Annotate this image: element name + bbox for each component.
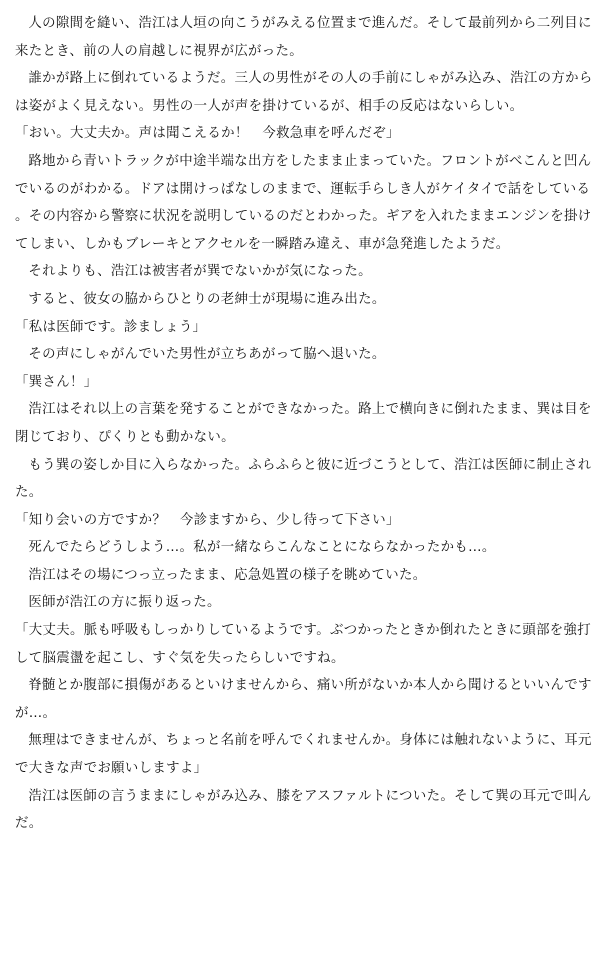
paragraph: 誰かが路上に倒れているようだ。三人の男性がその人の手前にしゃがみ込み、浩江の方からは姿がよく見えない。男性の一人が声を掛けているが、相手の反応はないらしい。 [15,71,593,114]
paragraph: もう巽の姿しか目に入らなかった。ふらふらと彼に近づこうとして、浩江は医師に制止された。 [15,457,592,501]
paragraph: 死んでたらどうしよう…。私が一緒ならこんなことにならなかったかも…。 [28,540,496,556]
dialogue-line: 「おい。大丈夫か。声は聞こえるか！ 今救急車を呼んだぞ」 [15,126,400,142]
paragraph: 浩江は医師の言うままにしゃがみ込み、膝をアスファルトについた。そして巽の耳元で叫んだ。 [15,788,592,832]
paragraph: その声にしゃがんでいた男性が立ちあがって脇へ退いた。 [28,347,386,363]
paragraph: 医師が浩江の方に振り返った。 [28,595,221,611]
paragraph: 浩江はその場につっ立ったまま、応急処置の様子を眺めていた。 [28,567,427,583]
paragraph: すると、彼女の脇からひとりの老紳士が現場に進み出た。 [28,291,386,307]
paragraph: それよりも、浩江は被害者が巽でないかが気になった。 [28,264,372,280]
paragraph: 脊髄とか腹部に損傷があるといけませんから、痛い所がないか本人から聞けるといいんですが…。 [15,678,592,721]
paragraph: 人の隙間を縫い、浩江は人垣の向こうがみえる位置まで進んだ。そして最前列から二列目に来たとき、前の人の肩越しに視界が広がった。 [15,16,592,59]
paragraph: 無理はできませんが、ちょっと名前を呼んでくれませんか。身体には触れないように、耳元で大きな声でお願いしますよ」 [15,733,592,777]
paragraph: 浩江はそれ以上の言葉を発することができなかった。路上で横向きに倒れたまま、巽は目を閉じており、ぴくりとも動かない。 [15,402,592,445]
dialogue-line: 「大丈夫。脈も呼吸もしっかりしているようです。ぶつかったときか倒れたときに頭部を強打して脳震盪を起こし、すぐ気を失ったらしいですね。 [15,623,592,666]
dialogue-line: 「巽さん！」 [15,374,98,390]
dialogue-line: 「知り会いの方ですか？ 今診ますから、少し待って下さい」 [15,512,400,528]
paragraph: 路地から青いトラックが中途半端な出方をしたまま止まっていた。フロントがべこんと凹んでいるのがわかる。ドアは開けっぱなしのままで、運転手らしき人がケイタイで話をしている。その内容から警察に状況を説明しているのだとわかった。ギアを入れたままエンジンを掛けてしまい、しかもブレーキとアクセルを一瞬踏み違え、車が急発進したようだ。 [15,153,592,252]
dialogue-line: 「私は医師です。診ましょう」 [15,319,207,335]
